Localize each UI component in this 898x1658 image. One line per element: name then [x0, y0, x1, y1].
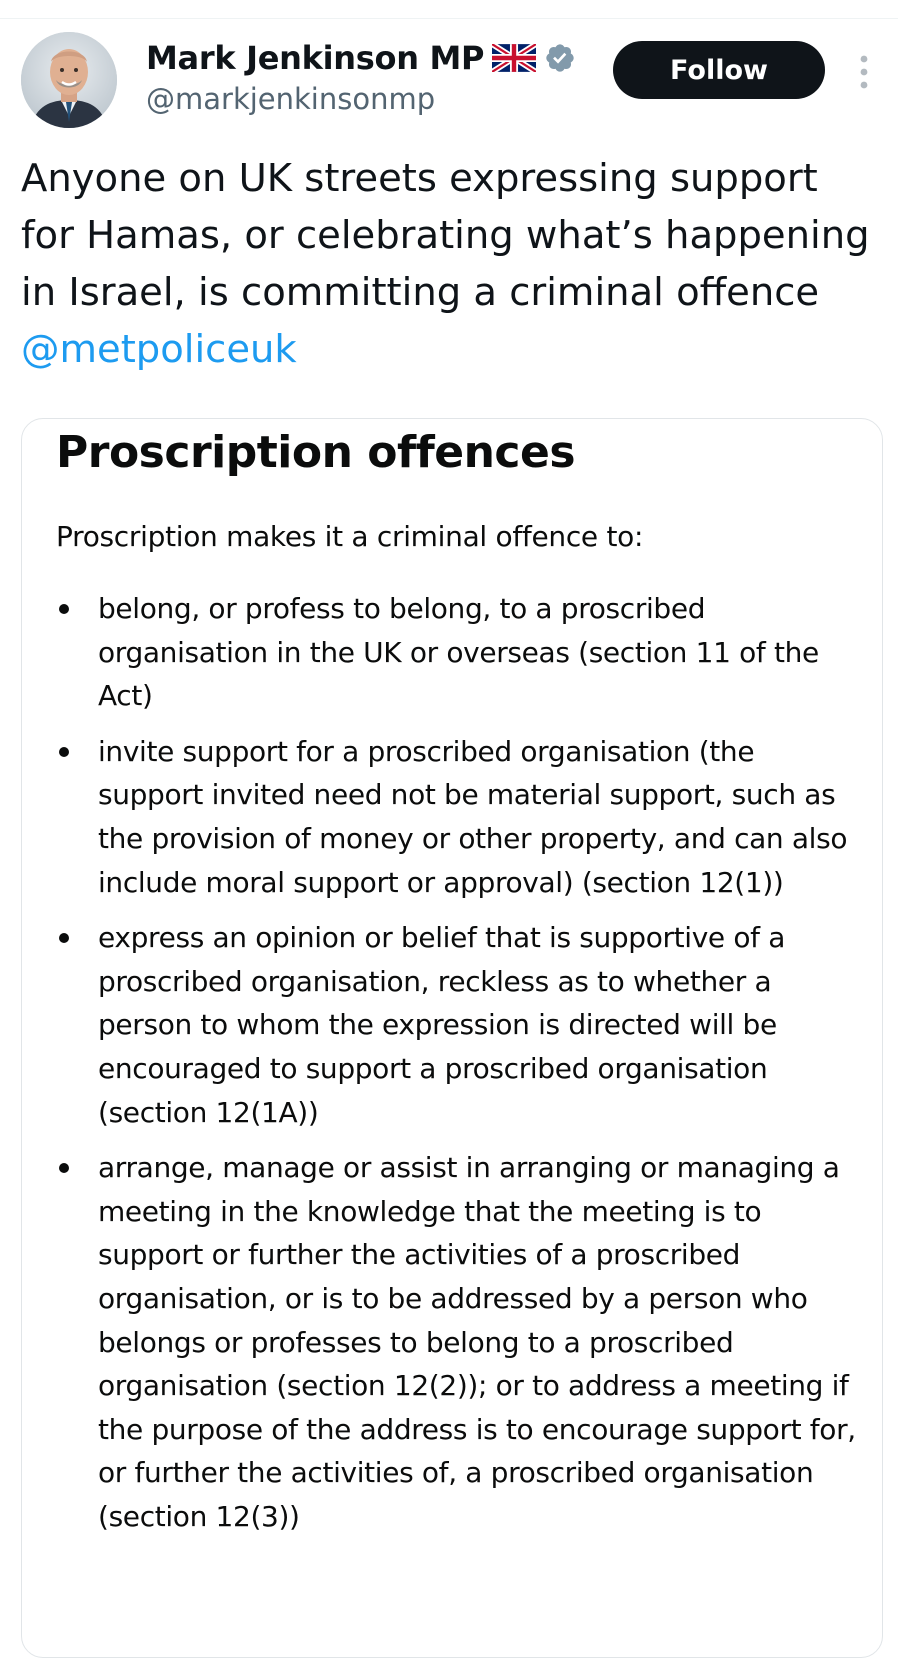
mention-link[interactable]: @metpoliceuk [21, 327, 297, 372]
list-item [56, 916, 856, 1134]
card-intro: Proscription makes it a criminal offence to: [56, 520, 644, 553]
list-item-text: belong, or profess to belong, to a proscribed organisation in the UK or overseas (section 11 of the Act) [98, 592, 819, 713]
author-name-row [146, 36, 576, 80]
top-divider [0, 18, 898, 19]
bullet-icon [59, 604, 69, 614]
author-display-name[interactable]: Mark Jenkinson MP [146, 39, 485, 77]
list-item [56, 730, 856, 904]
follow-button[interactable]: Follow [613, 41, 825, 99]
avatar-photo [21, 32, 117, 128]
bullet-icon [59, 1163, 69, 1173]
avatar[interactable] [21, 32, 117, 128]
attached-image-card[interactable] [21, 418, 883, 1658]
tweet-text [21, 150, 881, 378]
list-item-text: invite support for a proscribed organisation (the support invited need not be material support, such as the provision of money or other property, and can also include moral support or approval) (section 12(1)) [98, 734, 848, 899]
offence-list [56, 587, 856, 1550]
bullet-icon [59, 933, 69, 943]
list-item [56, 587, 856, 718]
more-options-icon[interactable] [854, 52, 874, 92]
card-title: Proscription offences [56, 427, 576, 478]
list-item [56, 1146, 856, 1538]
list-item-text: express an opinion or belief that is supportive of a proscribed organisation, reckless as to whether a person to whom the expression is directed will be encouraged to support a proscribed organisation (section 12(1A)) [98, 921, 786, 1129]
bullet-icon [59, 747, 69, 757]
uk-flag-icon [492, 44, 536, 72]
author-handle[interactable]: @markjenkinsonmp [146, 82, 436, 116]
tweet-text-body: Anyone on UK streets expressing support for Hamas, or celebrating what’s happening in Israel, is committing a criminal offence [21, 156, 870, 315]
verified-badge-icon[interactable] [544, 42, 576, 74]
list-item-text: arrange, manage or assist in arranging or managing a meeting in the knowledge that the meeting is to support or further the activities of a proscribed organisation, or is to be addressed by a person who belongs or professes to belong to a proscribed organisation (section 12(2)); or to address a meeting if the purpose of the address is to encourage support for, or further the activities of, a proscribed organisation (section 12(3)) [98, 1151, 856, 1533]
